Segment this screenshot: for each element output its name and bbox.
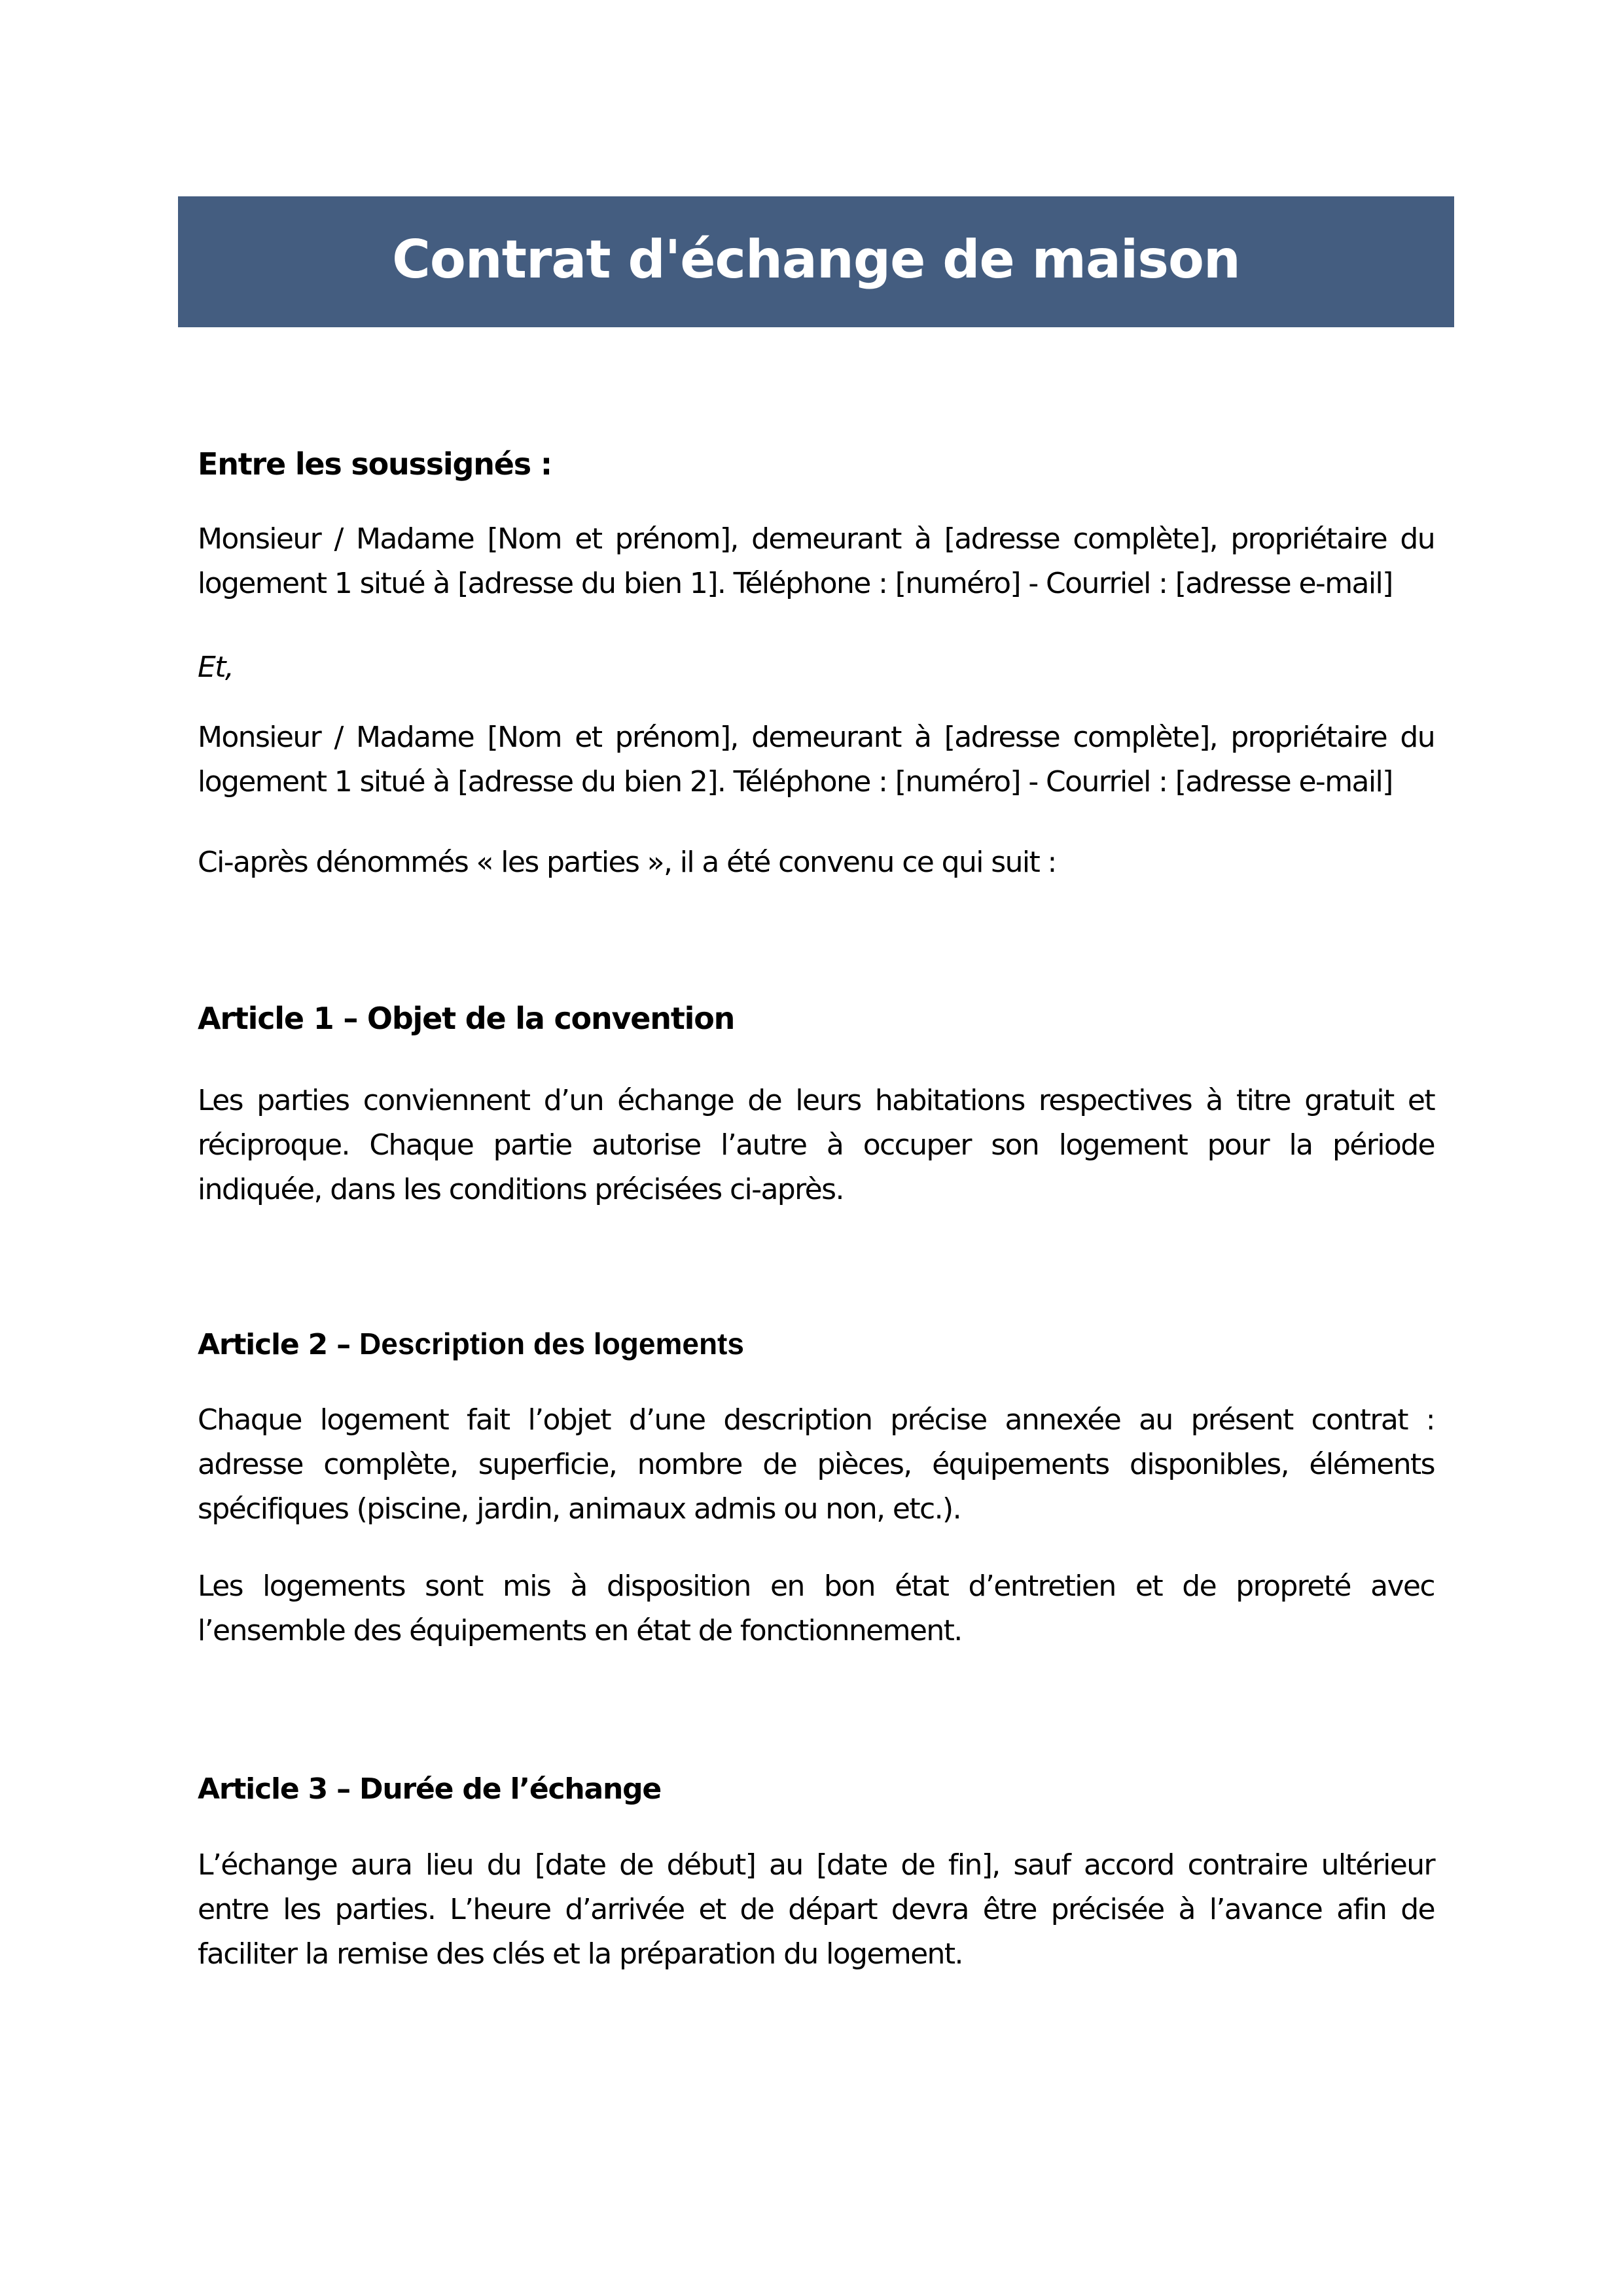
article-2-heading [198, 1329, 744, 1359]
article-2-paragraph-2: Les logements sont mis à disposition en bon état d’entretien et de propreté avec l’ensemble des équipements en état de fonctionnement. [198, 1570, 1435, 1647]
party-2-paragraph: Monsieur / Madame [Nom et prénom], demeurant à [adresse complète], propriétaire du logement 1 situé à [adresse du bien 2]. Téléphone : [numéro] - Courriel : [adresse e-mail] [198, 721, 1435, 798]
agreement-intro: Ci-après dénommés « les parties », il a été convenu ce qui suit : [198, 846, 1056, 879]
article-2-heading-prefix: Article 2 – [198, 1328, 360, 1361]
article-1-heading: Article 1 – Objet de la convention [198, 1001, 735, 1036]
article-3-paragraph: L’échange aura lieu du [date de début] au [date de fin], sauf accord contraire ultérieur entre les parties. L’heure d’arrivée et de départ devra être précisée à l’avance afin de faciliter la remise des clés et la préparation du logement. [198, 1848, 1435, 1971]
party-1-paragraph: Monsieur / Madame [Nom et prénom], demeurant à [adresse complète], propriétaire du logement 1 situé à [adresse du bien 1]. Téléphone : [numéro] - Courriel : [adresse e-mail] [198, 522, 1435, 600]
article-3-heading: Article 3 – Durée de l’échange [198, 1772, 662, 1806]
document-title: Contrat d'échange de maison [392, 229, 1240, 290]
parties-heading: Entre les soussignés : [198, 446, 552, 482]
title-banner [178, 196, 1454, 327]
article-1-paragraph: Les parties conviennent d’un échange de leurs habitations respectives à titre gratuit et réciproque. Chaque partie autorise l’autre à occuper son logement pour la période indiquée, dans les conditions précisées ci-après. [198, 1084, 1435, 1206]
article-2-paragraph-1: Chaque logement fait l’objet d’une description précise annexée au présent contrat : adresse complète, superficie, nombre de pièces, équipements disponibles, éléments spécifiques (piscine, jardin, animaux admis ou non, etc.). [198, 1403, 1435, 1526]
article-2-heading-title: Description des logements [359, 1327, 744, 1361]
conjunction-text: Et, [198, 651, 234, 684]
